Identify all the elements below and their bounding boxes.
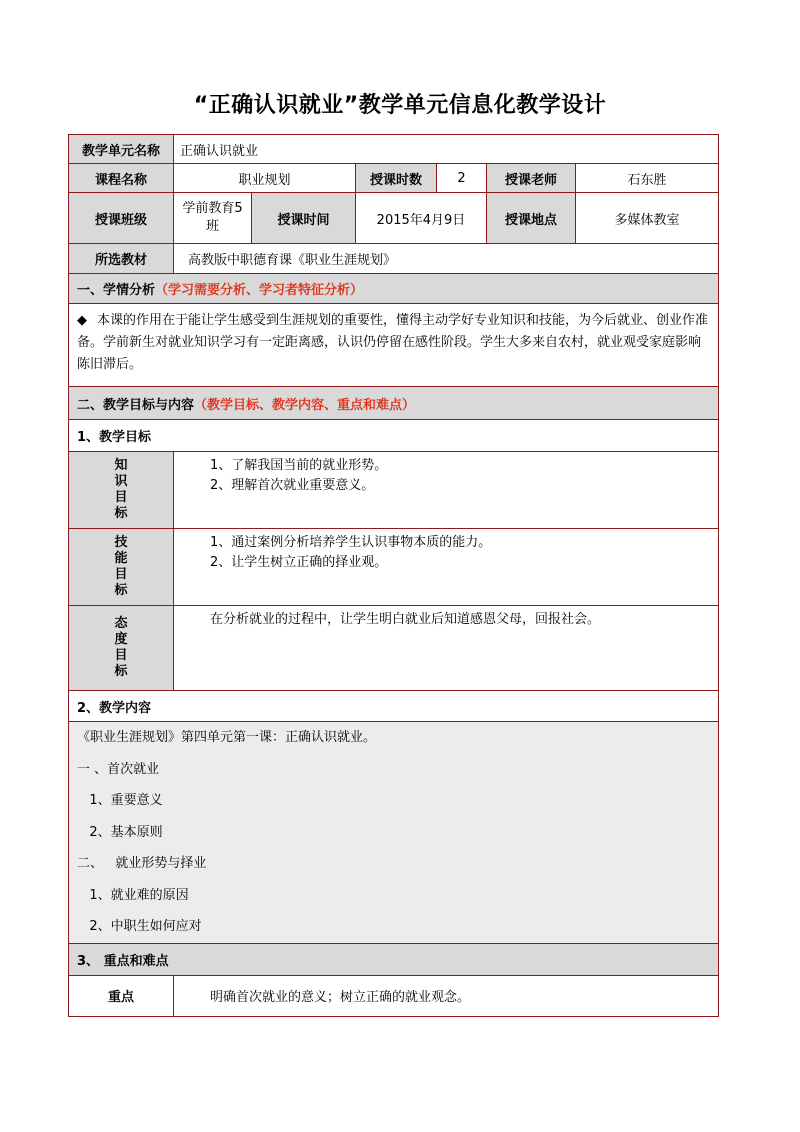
skill-goal-1: 1、通过案例分析培养学生认识事物本质的能力。 <box>210 535 492 550</box>
knowledge-goal-2: 2、理解首次就业重要意义。 <box>210 478 375 493</box>
lesson-design-table <box>68 134 719 1017</box>
section-1-header <box>69 274 719 304</box>
content-line-7: 2、中职生如何应对 <box>77 919 202 934</box>
time-label: 授课时间 <box>252 193 356 244</box>
class-label: 授课班级 <box>69 193 174 244</box>
course-label: 课程名称 <box>69 164 174 193</box>
section-2-header <box>69 387 719 420</box>
goals-title: 1、教学目标 <box>69 420 719 452</box>
key-point-label: 重点 <box>69 975 174 1016</box>
unit-name-value: 正确认识就业 <box>174 135 719 164</box>
page-title: “正确认识就业”教学单元信息化教学设计 <box>193 93 607 118</box>
section-1-title: 一、学情分析 <box>77 283 156 298</box>
teaching-content <box>69 722 719 944</box>
content-line-6: 1、就业难的原因 <box>77 887 189 903</box>
knowledge-goals <box>174 452 719 529</box>
knowledge-goal-1: 1、了解我国当前的就业形势。 <box>210 458 388 473</box>
content-line-1: 《职业生涯规划》第四单元第一课：正确认识就业。 <box>77 730 377 745</box>
learner-analysis-text: 本课的作用在于能让学生感受到生涯规划的重要性，懂得主动学好专业知识和技能，为今后就业、创业作准备。学前新生对就业知识学习有一定距离感，认识仍停留在感性阶段。学生大多来自农村，就业观受家庭影响陈旧滞后。 <box>77 313 709 372</box>
section-1-note: （学习需要分析、学习者特征分析） <box>155 283 364 298</box>
section-2-note: （教学目标、教学内容、重点和难点） <box>194 397 416 413</box>
class-value: 学前教育5班 <box>174 193 252 244</box>
content-line-5: 二、 就业形势与择业 <box>77 856 207 871</box>
skill-goal-2: 2、让学生树立正确的择业观。 <box>210 555 388 570</box>
textbook-value: 高教版中职德育课《职业生涯规划》 <box>174 244 719 274</box>
course-value: 职业规划 <box>174 164 356 193</box>
section-2-title: 二、教学目标与内容 <box>77 397 195 413</box>
attitude-goal: 在分析就业的过程中，让学生明白就业后知道感恩父母，回报社会。 <box>174 606 719 691</box>
textbook-label: 所选教材 <box>69 244 174 274</box>
content-title: 2、教学内容 <box>69 691 719 722</box>
hours-label: 授课时数 <box>356 164 437 193</box>
time-value: 2015年4月9日 <box>356 193 487 244</box>
attitude-goal-label: 态度目标 <box>69 606 174 691</box>
key-point-text: 明确首次就业的意义；树立正确的就业观念。 <box>174 975 719 1016</box>
unit-name-label: 教学单元名称 <box>69 135 174 164</box>
key-points-title: 3、 重点和难点 <box>69 943 719 975</box>
content-line-2: 一 、首次就业 <box>77 761 160 777</box>
skill-goal-label: 技能目标 <box>69 529 174 606</box>
content-line-3: 1、重要意义 <box>77 793 163 808</box>
place-value: 多媒体教室 <box>576 193 719 244</box>
learner-analysis <box>69 304 719 387</box>
content-line-4: 2、基本原则 <box>77 824 163 840</box>
teacher-label: 授课老师 <box>487 164 576 193</box>
place-label: 授课地点 <box>487 193 576 244</box>
diamond-bullet-icon: ◆ <box>77 313 87 328</box>
skill-goals <box>174 529 719 606</box>
hours-value: 2 <box>437 164 487 193</box>
knowledge-goal-label: 知识目标 <box>69 452 174 529</box>
teacher-value: 石东胜 <box>576 164 719 193</box>
